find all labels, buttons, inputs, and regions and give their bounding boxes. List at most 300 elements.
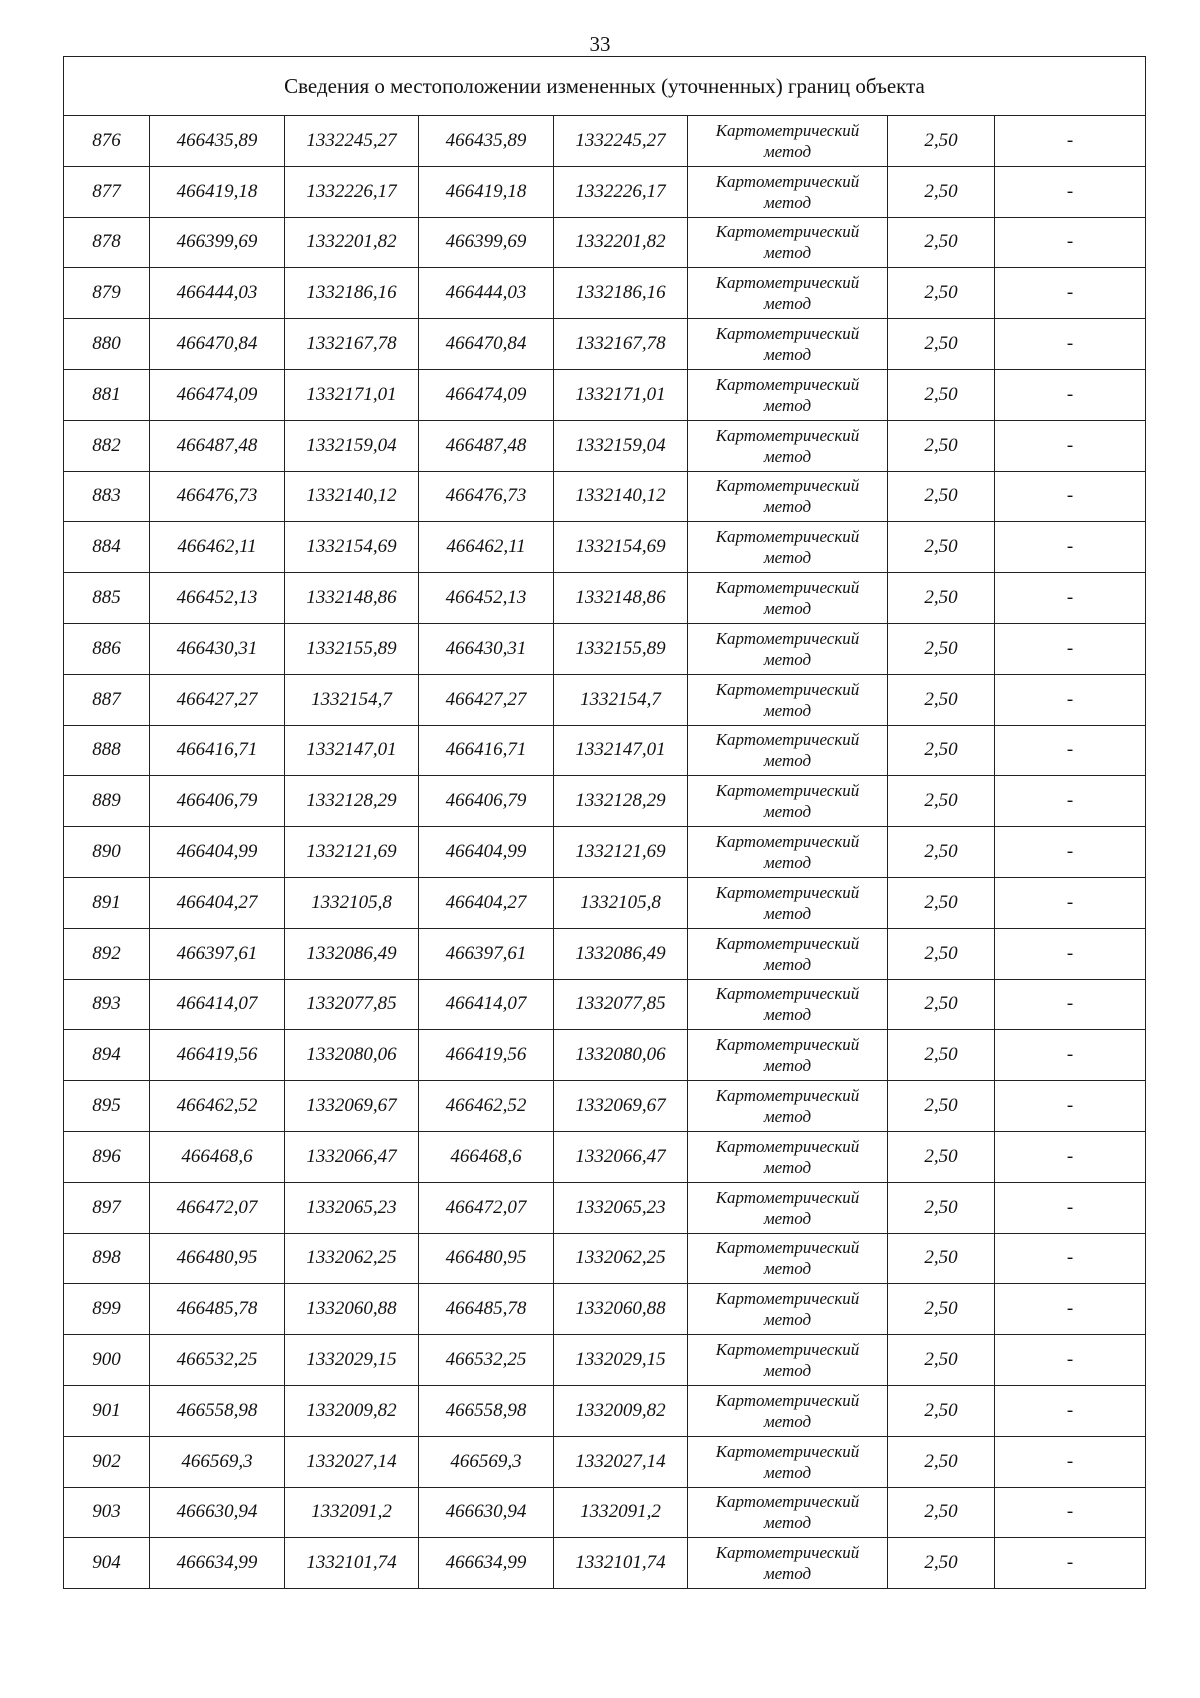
existing-y-cell: 1332009,82 [285,1385,419,1436]
table-row [64,319,1146,370]
table-row [64,1131,1146,1182]
table-row [64,116,1146,167]
table-row [64,674,1146,725]
method-line: метод [763,1157,812,1177]
note-cell: - [995,522,1146,573]
method-line: Картометрический [715,578,860,598]
existing-x-cell: 466427,27 [150,674,285,725]
point-number-cell: 886 [64,623,150,674]
table-row [64,725,1146,776]
method-line: Картометрический [715,1086,860,1106]
method-cell [688,776,888,827]
point-number-cell: 902 [64,1436,150,1487]
refined-x-cell: 466427,27 [419,674,554,725]
refined-y-cell: 1332245,27 [554,116,688,167]
method-line: Картометрический [715,1492,860,1512]
precision-cell: 2,50 [888,1284,995,1335]
existing-y-cell: 1332065,23 [285,1182,419,1233]
method-line: метод [763,599,812,619]
table-row [64,420,1146,471]
refined-y-cell: 1332140,12 [554,471,688,522]
refined-x-cell: 466397,61 [419,928,554,979]
existing-x-cell: 466416,71 [150,725,285,776]
method-line: Картометрический [715,933,860,953]
note-cell: - [995,1081,1146,1132]
method-line: Картометрический [715,832,860,852]
method-line: метод [763,548,812,568]
note-cell: - [995,877,1146,928]
note-cell: - [995,776,1146,827]
table-row [64,573,1146,624]
point-number-cell: 899 [64,1284,150,1335]
refined-x-cell: 466404,27 [419,877,554,928]
method-cell [688,979,888,1030]
refined-y-cell: 1332080,06 [554,1030,688,1081]
note-cell: - [995,1335,1146,1386]
precision-cell: 2,50 [888,1436,995,1487]
method-line: Картометрический [715,1136,860,1156]
existing-x-cell: 466435,89 [150,116,285,167]
method-cell [688,369,888,420]
existing-y-cell: 1332201,82 [285,217,419,268]
method-cell [688,1182,888,1233]
refined-y-cell: 1332105,8 [554,877,688,928]
note-cell: - [995,319,1146,370]
method-line: Картометрический [715,1340,860,1360]
method-cell [688,1131,888,1182]
method-line: метод [763,1513,812,1533]
refined-x-cell: 466399,69 [419,217,554,268]
method-line: Картометрический [715,781,860,801]
existing-y-cell: 1332154,7 [285,674,419,725]
existing-x-cell: 466462,11 [150,522,285,573]
refined-y-cell: 1332062,25 [554,1233,688,1284]
precision-cell: 2,50 [888,1081,995,1132]
table-row [64,827,1146,878]
method-line: метод [763,345,812,365]
table-row [64,1233,1146,1284]
table-row [64,471,1146,522]
method-cell [688,725,888,776]
precision-cell: 2,50 [888,116,995,167]
refined-y-cell: 1332029,15 [554,1335,688,1386]
table-row [64,1385,1146,1436]
existing-x-cell: 466404,27 [150,877,285,928]
refined-y-cell: 1332226,17 [554,166,688,217]
point-number-cell: 891 [64,877,150,928]
method-cell [688,522,888,573]
point-number-cell: 881 [64,369,150,420]
method-line: метод [763,1107,812,1127]
method-line: Картометрический [715,1543,860,1563]
precision-cell: 2,50 [888,1030,995,1081]
existing-x-cell: 466406,79 [150,776,285,827]
precision-cell: 2,50 [888,1233,995,1284]
method-line: Картометрический [715,1441,860,1461]
note-cell: - [995,369,1146,420]
existing-y-cell: 1332080,06 [285,1030,419,1081]
precision-cell: 2,50 [888,1487,995,1538]
precision-cell: 2,50 [888,1131,995,1182]
refined-x-cell: 466416,71 [419,725,554,776]
existing-x-cell: 466430,31 [150,623,285,674]
table-row [64,166,1146,217]
refined-y-cell: 1332077,85 [554,979,688,1030]
refined-y-cell: 1332201,82 [554,217,688,268]
refined-x-cell: 466558,98 [419,1385,554,1436]
refined-x-cell: 466435,89 [419,116,554,167]
method-line: метод [763,497,812,517]
table-row [64,217,1146,268]
method-line: Картометрический [715,679,860,699]
precision-cell: 2,50 [888,471,995,522]
precision-cell: 2,50 [888,776,995,827]
table-row [64,1182,1146,1233]
note-cell: - [995,268,1146,319]
method-line: Картометрический [715,1238,860,1258]
method-line: метод [763,1361,812,1381]
method-line: метод [763,395,812,415]
refined-y-cell: 1332167,78 [554,319,688,370]
existing-y-cell: 1332128,29 [285,776,419,827]
existing-x-cell: 466404,99 [150,827,285,878]
existing-x-cell: 466558,98 [150,1385,285,1436]
note-cell: - [995,420,1146,471]
existing-y-cell: 1332147,01 [285,725,419,776]
note-cell: - [995,573,1146,624]
method-line: Картометрический [715,476,860,496]
table-title: Сведения о местоположении измененных (уточненных) границ объекта [64,57,1146,116]
note-cell: - [995,1131,1146,1182]
method-line: Картометрический [715,984,860,1004]
method-cell [688,1284,888,1335]
note-cell: - [995,979,1146,1030]
refined-y-cell: 1332121,69 [554,827,688,878]
method-cell [688,1030,888,1081]
existing-x-cell: 466634,99 [150,1538,285,1589]
existing-x-cell: 466487,48 [150,420,285,471]
method-cell [688,877,888,928]
method-line: метод [763,802,812,822]
existing-x-cell: 466462,52 [150,1081,285,1132]
refined-x-cell: 466406,79 [419,776,554,827]
refined-y-cell: 1332066,47 [554,1131,688,1182]
note-cell: - [995,623,1146,674]
method-line: Картометрический [715,1390,860,1410]
existing-y-cell: 1332226,17 [285,166,419,217]
existing-y-cell: 1332066,47 [285,1131,419,1182]
table-row [64,1487,1146,1538]
refined-y-cell: 1332186,16 [554,268,688,319]
note-cell: - [995,1182,1146,1233]
point-number-cell: 883 [64,471,150,522]
table-row [64,522,1146,573]
method-line: Картометрический [715,324,860,344]
method-line: Картометрический [715,882,860,902]
method-line: Картометрический [715,273,860,293]
existing-y-cell: 1332140,12 [285,471,419,522]
refined-x-cell: 466414,07 [419,979,554,1030]
point-number-cell: 892 [64,928,150,979]
table-row [64,1030,1146,1081]
existing-y-cell: 1332159,04 [285,420,419,471]
method-cell [688,116,888,167]
refined-y-cell: 1332091,2 [554,1487,688,1538]
refined-x-cell: 466462,52 [419,1081,554,1132]
method-cell [688,623,888,674]
point-number-cell: 887 [64,674,150,725]
point-number-cell: 896 [64,1131,150,1182]
existing-y-cell: 1332069,67 [285,1081,419,1132]
method-cell [688,827,888,878]
point-number-cell: 890 [64,827,150,878]
existing-y-cell: 1332101,74 [285,1538,419,1589]
existing-x-cell: 466470,84 [150,319,285,370]
method-line: метод [763,903,812,923]
note-cell: - [995,166,1146,217]
refined-x-cell: 466462,11 [419,522,554,573]
point-number-cell: 903 [64,1487,150,1538]
table-row [64,877,1146,928]
method-cell [688,1335,888,1386]
point-number-cell: 879 [64,268,150,319]
existing-y-cell: 1332121,69 [285,827,419,878]
method-line: метод [763,141,812,161]
existing-x-cell: 466399,69 [150,217,285,268]
existing-x-cell: 466472,07 [150,1182,285,1233]
point-number-cell: 882 [64,420,150,471]
table-row [64,1436,1146,1487]
point-number-cell: 901 [64,1385,150,1436]
refined-y-cell: 1332154,7 [554,674,688,725]
method-line: Картометрический [715,374,860,394]
existing-x-cell: 466474,09 [150,369,285,420]
existing-y-cell: 1332167,78 [285,319,419,370]
precision-cell: 2,50 [888,1182,995,1233]
existing-x-cell: 466468,6 [150,1131,285,1182]
refined-x-cell: 466487,48 [419,420,554,471]
method-cell [688,1385,888,1436]
existing-y-cell: 1332062,25 [285,1233,419,1284]
method-line: метод [763,243,812,263]
existing-y-cell: 1332155,89 [285,623,419,674]
existing-x-cell: 466569,3 [150,1436,285,1487]
method-cell [688,1081,888,1132]
note-cell: - [995,928,1146,979]
method-line: метод [763,1056,812,1076]
precision-cell: 2,50 [888,623,995,674]
method-line: Картометрический [715,425,860,445]
refined-y-cell: 1332069,67 [554,1081,688,1132]
point-number-cell: 898 [64,1233,150,1284]
refined-x-cell: 466419,56 [419,1030,554,1081]
method-line: метод [763,1310,812,1330]
refined-x-cell: 466468,6 [419,1131,554,1182]
refined-x-cell: 466630,94 [419,1487,554,1538]
method-cell [688,1487,888,1538]
refined-y-cell: 1332155,89 [554,623,688,674]
point-number-cell: 876 [64,116,150,167]
existing-y-cell: 1332027,14 [285,1436,419,1487]
existing-y-cell: 1332060,88 [285,1284,419,1335]
refined-y-cell: 1332171,01 [554,369,688,420]
point-number-cell: 878 [64,217,150,268]
method-cell [688,928,888,979]
method-line: метод [763,1564,812,1584]
precision-cell: 2,50 [888,1538,995,1589]
table-row [64,1335,1146,1386]
note-cell: - [995,1233,1146,1284]
existing-y-cell: 1332091,2 [285,1487,419,1538]
precision-cell: 2,50 [888,217,995,268]
refined-x-cell: 466569,3 [419,1436,554,1487]
refined-y-cell: 1332159,04 [554,420,688,471]
existing-y-cell: 1332245,27 [285,116,419,167]
method-cell [688,420,888,471]
precision-cell: 2,50 [888,166,995,217]
refined-x-cell: 466474,09 [419,369,554,420]
existing-y-cell: 1332029,15 [285,1335,419,1386]
note-cell: - [995,116,1146,167]
table-row [64,928,1146,979]
refined-y-cell: 1332154,69 [554,522,688,573]
point-number-cell: 889 [64,776,150,827]
note-cell: - [995,1385,1146,1436]
existing-x-cell: 466485,78 [150,1284,285,1335]
method-cell [688,268,888,319]
precision-cell: 2,50 [888,573,995,624]
existing-x-cell: 466452,13 [150,573,285,624]
table-row [64,268,1146,319]
precision-cell: 2,50 [888,674,995,725]
method-cell [688,471,888,522]
method-line: метод [763,1005,812,1025]
precision-cell: 2,50 [888,1335,995,1386]
method-line: метод [763,1411,812,1431]
refined-x-cell: 466470,84 [419,319,554,370]
refined-x-cell: 466634,99 [419,1538,554,1589]
method-line: Картометрический [715,527,860,547]
table-row [64,1538,1146,1589]
note-cell: - [995,725,1146,776]
method-line: метод [763,294,812,314]
point-number-cell: 880 [64,319,150,370]
boundary-table [63,56,1146,1589]
refined-y-cell: 1332147,01 [554,725,688,776]
method-line: метод [763,1259,812,1279]
existing-y-cell: 1332186,16 [285,268,419,319]
existing-y-cell: 1332171,01 [285,369,419,420]
method-line: Картометрический [715,1289,860,1309]
existing-x-cell: 466532,25 [150,1335,285,1386]
existing-x-cell: 466414,07 [150,979,285,1030]
existing-x-cell: 466630,94 [150,1487,285,1538]
point-number-cell: 895 [64,1081,150,1132]
refined-x-cell: 466480,95 [419,1233,554,1284]
precision-cell: 2,50 [888,1385,995,1436]
refined-y-cell: 1332086,49 [554,928,688,979]
precision-cell: 2,50 [888,827,995,878]
note-cell: - [995,1538,1146,1589]
table-body [64,57,1146,1589]
method-line: Картометрический [715,120,860,140]
refined-y-cell: 1332027,14 [554,1436,688,1487]
note-cell: - [995,1284,1146,1335]
precision-cell: 2,50 [888,319,995,370]
method-cell [688,1538,888,1589]
point-number-cell: 894 [64,1030,150,1081]
refined-x-cell: 466485,78 [419,1284,554,1335]
note-cell: - [995,217,1146,268]
method-line: метод [763,192,812,212]
precision-cell: 2,50 [888,725,995,776]
refined-x-cell: 466419,18 [419,166,554,217]
existing-x-cell: 466419,18 [150,166,285,217]
existing-y-cell: 1332148,86 [285,573,419,624]
existing-x-cell: 466397,61 [150,928,285,979]
method-line: метод [763,954,812,974]
method-cell [688,1436,888,1487]
method-cell [688,573,888,624]
refined-y-cell: 1332065,23 [554,1182,688,1233]
table-row [64,623,1146,674]
method-line: метод [763,751,812,771]
note-cell: - [995,827,1146,878]
method-cell [688,319,888,370]
refined-x-cell: 466452,13 [419,573,554,624]
table-row [64,1284,1146,1335]
existing-x-cell: 466444,03 [150,268,285,319]
existing-y-cell: 1332154,69 [285,522,419,573]
page-number: 33 [589,32,611,56]
refined-x-cell: 466532,25 [419,1335,554,1386]
point-number-cell: 900 [64,1335,150,1386]
note-cell: - [995,674,1146,725]
point-number-cell: 888 [64,725,150,776]
point-number-cell: 893 [64,979,150,1030]
existing-y-cell: 1332086,49 [285,928,419,979]
method-line: Картометрический [715,628,860,648]
method-line: метод [763,853,812,873]
note-cell: - [995,1030,1146,1081]
precision-cell: 2,50 [888,877,995,928]
precision-cell: 2,50 [888,268,995,319]
precision-cell: 2,50 [888,979,995,1030]
method-line: Картометрический [715,730,860,750]
method-line: метод [763,446,812,466]
method-cell [688,674,888,725]
precision-cell: 2,50 [888,420,995,471]
existing-x-cell: 466419,56 [150,1030,285,1081]
refined-x-cell: 466430,31 [419,623,554,674]
existing-x-cell: 466476,73 [150,471,285,522]
table-row [64,776,1146,827]
method-line: Картометрический [715,171,860,191]
point-number-cell: 884 [64,522,150,573]
method-line: метод [763,1208,812,1228]
note-cell: - [995,1436,1146,1487]
method-line: метод [763,649,812,669]
precision-cell: 2,50 [888,369,995,420]
method-line: метод [763,700,812,720]
existing-x-cell: 466480,95 [150,1233,285,1284]
note-cell: - [995,471,1146,522]
method-line: Картометрический [715,1035,860,1055]
table-title-row [64,57,1146,116]
refined-y-cell: 1332128,29 [554,776,688,827]
method-cell [688,217,888,268]
existing-y-cell: 1332105,8 [285,877,419,928]
